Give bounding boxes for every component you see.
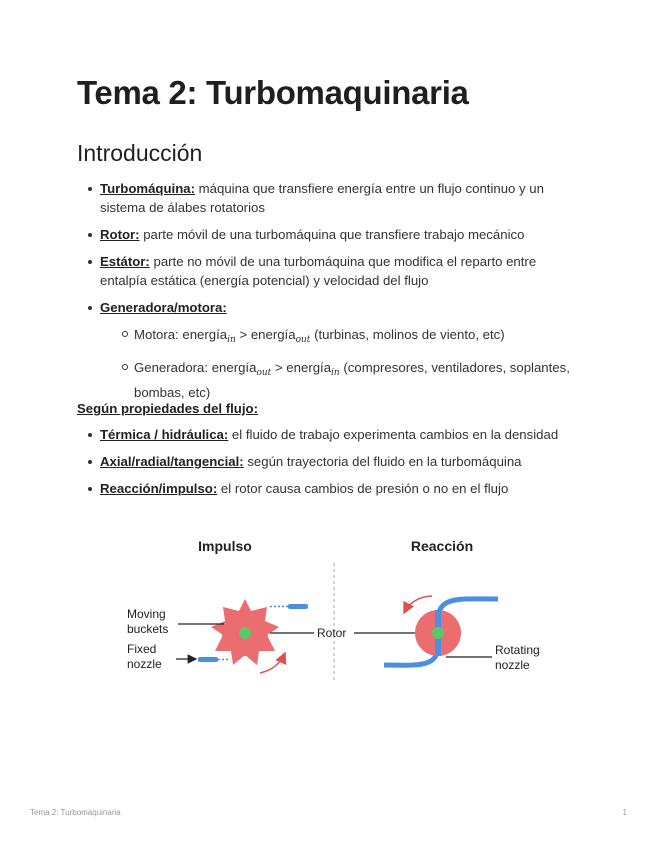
label-buckets: buckets <box>127 622 169 636</box>
label-rotating: Rotating <box>495 643 540 657</box>
rotor-hub <box>239 627 251 639</box>
definition: el rotor causa cambios de presión o no en el flujo <box>217 481 509 496</box>
intro-list <box>88 179 578 410</box>
list-item <box>88 479 608 498</box>
reaction-title: Reacción <box>410 538 474 554</box>
definition: según trayectoria del fluido en la turbomáquina <box>243 454 522 469</box>
definition: parte móvil de una turbomáquina que transfiere trabajo mecánico <box>139 227 525 242</box>
reaction-rotor <box>415 610 461 656</box>
list-item <box>88 425 608 444</box>
impulse-rotor <box>211 599 279 665</box>
label-rotor: Rotor <box>317 626 347 640</box>
fixed-nozzle-top <box>270 604 308 609</box>
flow-list <box>88 425 608 506</box>
section-title: Introducción <box>77 140 203 166</box>
page-title: Tema 2: Turbomaquinaria <box>77 74 469 111</box>
term-axial-radial-tangencial: Axial/radial/tangencial: <box>100 454 244 469</box>
definition: parte no móvil de una turbomáquina que modifica el reparto entre entalpía estática (energía potencial) y velocidad del flujo <box>100 254 537 288</box>
label-moving: Moving <box>127 607 166 621</box>
definition: el fluido de trabajo experimenta cambios en la densidad <box>228 427 559 442</box>
term-generadora-motora: Generadora/motora: <box>100 300 227 315</box>
rotation-arrow-impulse <box>260 653 285 673</box>
list-item <box>88 452 608 471</box>
term-rotor: Rotor: <box>100 227 140 242</box>
term-estator: Estátor: <box>100 254 150 269</box>
label-rotating-nozzle: nozzle <box>495 658 530 672</box>
label-fixed: Fixed <box>127 642 157 656</box>
fixed-nozzle-bottom <box>198 657 230 662</box>
sub-list-item-generadora: Generadora: energía$_{out}$ > energía$_{in}$ (compresores, ventiladores, soplantes, bombas, etc) <box>122 358 578 402</box>
page-number: 1 <box>622 808 627 817</box>
impulse-reaction-figure <box>120 533 580 703</box>
reaction-rotor-hub <box>432 627 444 639</box>
list-item <box>88 225 578 244</box>
rotation-arrow-reaction <box>404 596 432 613</box>
sub-list-item-motora: Motora: energía$_{in}$ > energía$_{out}$ (turbinas, molinos de viento, etc) <box>122 325 578 350</box>
list-item <box>88 252 578 290</box>
flow-properties-heading: Según propiedades del flujo: <box>77 401 258 416</box>
term-reaccion-impulso: Reacción/impulso: <box>100 481 218 496</box>
term-termica-hidraulica: Térmica / hidráulica: <box>100 427 229 442</box>
definition: máquina que transfiere energía entre un flujo continuo y un sistema de álabes rotatorios <box>100 181 544 215</box>
label-nozzle: nozzle <box>127 657 162 671</box>
impulse-title: Impulso <box>198 538 252 554</box>
term-turbomaquina: Turbomáquina: <box>100 181 195 196</box>
list-item <box>88 298 578 402</box>
list-item <box>88 179 578 217</box>
sub-list <box>100 325 578 402</box>
footer-title: Tema 2: Turbomaquinaria <box>30 808 121 817</box>
